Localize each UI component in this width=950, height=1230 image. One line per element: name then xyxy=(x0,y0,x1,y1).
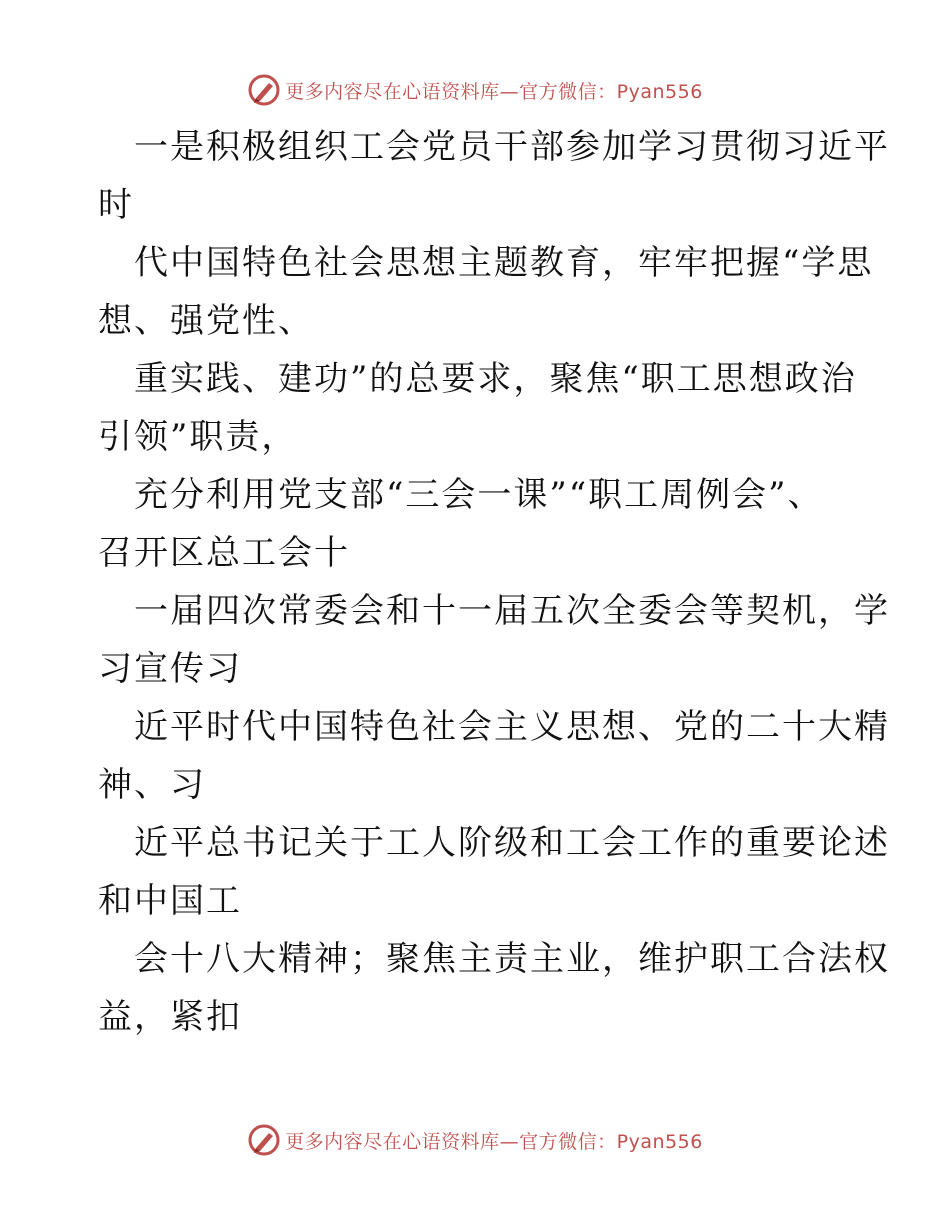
text-line: 一届四次常委会和十一届五次全委会等契机，学 xyxy=(134,591,890,631)
text-line: 益，紧扣 xyxy=(98,997,242,1037)
document-body xyxy=(98,118,890,1046)
text-line: 习宣传习 xyxy=(98,649,242,689)
text-line: 近平时代中国特色社会主义思想、党的二十大精 xyxy=(134,707,890,747)
text-line: 会十八大精神；聚焦主责主业，维护职工合法权 xyxy=(134,939,890,979)
header-banner-text: 更多内容尽在心语资料库—官方微信：Pyan556 xyxy=(285,80,703,103)
pen-logo-icon xyxy=(247,73,281,107)
text-line: 想、强党性、 xyxy=(98,301,314,341)
footer-banner xyxy=(0,1120,950,1160)
text-line: 重实践、建功”的总要求，聚焦“职工思想政治 xyxy=(134,359,857,399)
text-line: 神、习 xyxy=(98,765,206,805)
pen-logo-icon xyxy=(247,1123,281,1157)
text-line: 近平总书记关于工人阶级和工会工作的重要论述 xyxy=(134,823,890,863)
text-line: 充分利用党支部“三会一课”“职工周例会”、 xyxy=(134,475,824,515)
text-line: 时 xyxy=(98,185,134,225)
text-line: 引领”职责， xyxy=(98,417,298,457)
text-line: 召开区总工会十 xyxy=(98,533,350,573)
text-line: 代中国特色社会思想主题教育，牢牢把握“学思 xyxy=(134,243,874,283)
header-banner xyxy=(0,70,950,110)
text-line: 和中国工 xyxy=(98,881,242,921)
footer-banner-text: 更多内容尽在心语资料库—官方微信：Pyan556 xyxy=(285,1130,703,1153)
text-line: 一是积极组织工会党员干部参加学习贯彻习近平 xyxy=(134,127,890,167)
